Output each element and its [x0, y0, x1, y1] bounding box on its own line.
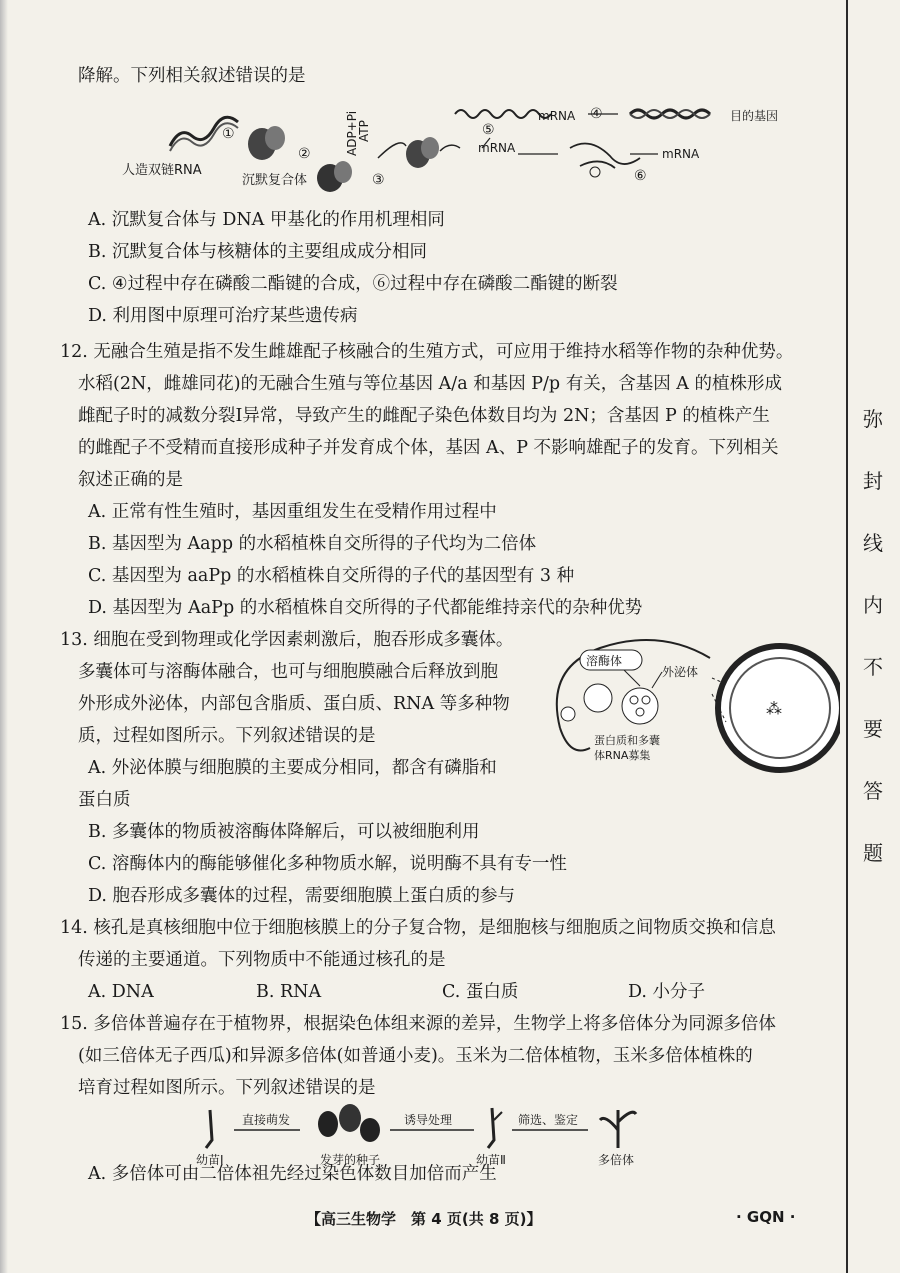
q14-option-c: C. 蛋白质: [442, 982, 519, 1002]
label-complex: 沉默复合体: [242, 173, 308, 188]
seedling-shape: [488, 1108, 494, 1148]
step-5: ⑤: [482, 122, 495, 138]
q14-stem: 传递的主要通道。下列物质中不能通过核孔的是: [78, 950, 446, 970]
q11-option-b: B. 沉默复合体与核糖体的主要组成成分相同: [88, 242, 427, 262]
seedling-shape: [206, 1110, 212, 1148]
label-seeds: 发芽的种子: [320, 1153, 381, 1167]
q15-stem: 培育过程如图所示。下列叙述错误的是: [78, 1078, 376, 1098]
complex-shape: [265, 126, 285, 150]
label-atp: ATP: [357, 120, 371, 142]
seal-char: 要: [863, 717, 883, 741]
seal-char: 线: [863, 531, 883, 555]
mrna-strand: [570, 144, 640, 165]
seed-shape: [318, 1111, 338, 1137]
q14-stem: 14. 核孔是真核细胞中位于细胞核膜上的分子复合物，是细胞核与细胞质之间物质交换和信息: [60, 918, 776, 938]
rna-silencing-figure: [110, 96, 810, 201]
q13-stem: 质，过程如图所示。下列叙述错误的是: [78, 726, 376, 746]
q13-stem: 外形成外泌体，内部包含脂质、蛋白质、RNA 等多种物: [78, 694, 510, 714]
q13-option-a: A. 外泌体膜与细胞膜的主要成分相同，都含有磷脂和: [88, 758, 497, 778]
seal-char: 答: [863, 779, 883, 803]
q14-option-a: A. DNA: [88, 982, 154, 1002]
q13-stem: 多囊体可与溶酶体融合，也可与细胞膜融合后释放到胞: [78, 662, 498, 682]
label-seedling1: 幼苗Ⅰ: [196, 1153, 224, 1167]
scissors-shape: [590, 167, 600, 177]
q13-option-d: D. 胞吞形成多囊体的过程，需要细胞膜上蛋白质的参与: [88, 886, 516, 906]
seal-line: [846, 0, 848, 1273]
seed-shape: [339, 1104, 361, 1132]
q15-option-a: A. 多倍体可由二倍体祖先经过染色体数目加倍而产生: [88, 1164, 497, 1184]
vesicle-shape: [584, 684, 612, 712]
label-gene: 目的基因: [730, 109, 779, 123]
complex-shape: [334, 161, 352, 183]
label-seedling2: 幼苗Ⅱ: [476, 1153, 506, 1167]
seal-char: 内: [863, 593, 883, 617]
label-lysosome: 溶酶体: [586, 654, 623, 668]
mvb-shape: [622, 688, 658, 724]
mrna-strand: [440, 145, 460, 151]
arrow: [624, 670, 640, 686]
q11-option-a: A. 沉默复合体与 DNA 甲基化的作用机理相同: [88, 210, 445, 230]
binding-shadow: [0, 0, 8, 1273]
seal-char: 封: [863, 469, 883, 493]
q12-option-b: B. 基因型为 Aapp 的水稻植株自交所得的子代均为二倍体: [88, 534, 537, 554]
q15-stem: 15. 多倍体普遍存在于植物界，根据染色体组来源的差异，生物学上将多倍体分为同源多倍体: [60, 1014, 776, 1034]
arrow: [652, 672, 662, 688]
q12-option-a: A. 正常有性生殖时，基因重组发生在受精作用过程中: [88, 502, 497, 522]
label-dsrna: 人造双链RNA: [122, 163, 202, 178]
page-footer: 【高三生物学 第 4 页(共 8 页)】: [306, 1210, 542, 1228]
q13-option-c: C. 溶酶体内的酶能够催化多种物质水解，说明酶不具有专一性: [88, 854, 567, 874]
label-induce: 诱导处理: [404, 1113, 453, 1127]
label-mrna-right: mRNA: [662, 147, 700, 161]
label-polyploid: 多倍体: [598, 1153, 635, 1167]
q15-stem: (如三倍体无子西瓜)和异源多倍体(如普通小麦)。玉米为二倍体植物，玉米多倍体植株的: [78, 1046, 753, 1066]
complex-shape: [421, 137, 439, 159]
seal-text: [853, 405, 893, 901]
label-mrna-top: mRNA: [538, 109, 576, 123]
rna-glyph: ⁂: [766, 699, 782, 718]
q11-stem-tail: 降解。下列相关叙述错误的是: [78, 66, 306, 86]
vesicle-shape: [561, 707, 575, 721]
label-select: 筛选、鉴定: [518, 1113, 579, 1127]
seal-char: 题: [863, 841, 883, 865]
seed-shape: [360, 1118, 380, 1142]
polyploid-figure: [190, 1100, 670, 1170]
q13-option-a-cont: 蛋白质: [78, 790, 131, 810]
q12-stem: 水稻(2N，雌雄同花)的无融合生殖与等位基因 A/a 和基因 P/p 有关，含基因 A 的植株形成: [78, 374, 782, 394]
label-adp: ADP+Pi: [345, 110, 359, 156]
arrow: [378, 143, 406, 158]
label-mrna-mid: mRNA: [478, 141, 516, 155]
q12-stem: 雌配子时的减数分裂Ⅰ异常，导致产生的雌配子染色体数目均为 2N；含基因 P 的植株产生: [78, 406, 770, 426]
plant-shape: [600, 1110, 636, 1148]
q12-stem: 叙述正确的是: [78, 470, 183, 490]
q12-option-d: D. 基因型为 AaPp 的水稻植株自交所得的子代都能维持亲代的杂种优势: [88, 598, 643, 618]
exam-code: · GQN ·: [736, 1208, 796, 1226]
q12-stem: 的雌配子不受精而直接形成种子并发育成个体，基因 A、P 不影响雄配子的发育。下列相关: [78, 438, 779, 458]
step-1: ①: [222, 126, 235, 142]
mrna-strand: [580, 161, 615, 168]
label-exosome: 外泌体: [662, 665, 699, 679]
q12-option-c: C. 基因型为 aaPp 的水稻植株自交所得的子代的基因型有 3 种: [88, 566, 575, 586]
mrna-strand: [455, 110, 551, 118]
label-recruit: 蛋白质和多囊: [594, 734, 660, 747]
label-direct: 直接萌发: [242, 1113, 291, 1127]
exosome-figure: [540, 628, 840, 778]
step-4: ④: [590, 106, 603, 122]
q13-option-b: B. 多囊体的物质被溶酶体降解后，可以被细胞利用: [88, 822, 480, 842]
label-recruit: 体RNA募集: [594, 749, 651, 762]
q11-option-c: C. ④过程中存在磷酸二酯键的合成，⑥过程中存在磷酸二酯键的断裂: [88, 274, 618, 294]
seal-char: 不: [863, 655, 883, 679]
step-3: ③: [372, 172, 385, 188]
q12-stem: 12. 无融合生殖是指不发生雌雄配子核融合的生殖方式，可应用于维持水稻等作物的杂种优势。: [60, 342, 794, 362]
step-6: ⑥: [634, 168, 647, 184]
cell-membrane: [560, 728, 590, 751]
q14-option-b: B. RNA: [256, 982, 322, 1002]
q14-option-d: D. 小分子: [628, 982, 706, 1002]
seal-char: 弥: [863, 407, 883, 431]
q13-stem: 13. 细胞在受到物理或化学因素刺激后，胞吞形成多囊体。: [60, 630, 514, 650]
step-2: ②: [298, 146, 311, 162]
q11-option-d: D. 利用图中原理可治疗某些遗传病: [88, 306, 358, 326]
seedling-shape: [494, 1112, 502, 1120]
